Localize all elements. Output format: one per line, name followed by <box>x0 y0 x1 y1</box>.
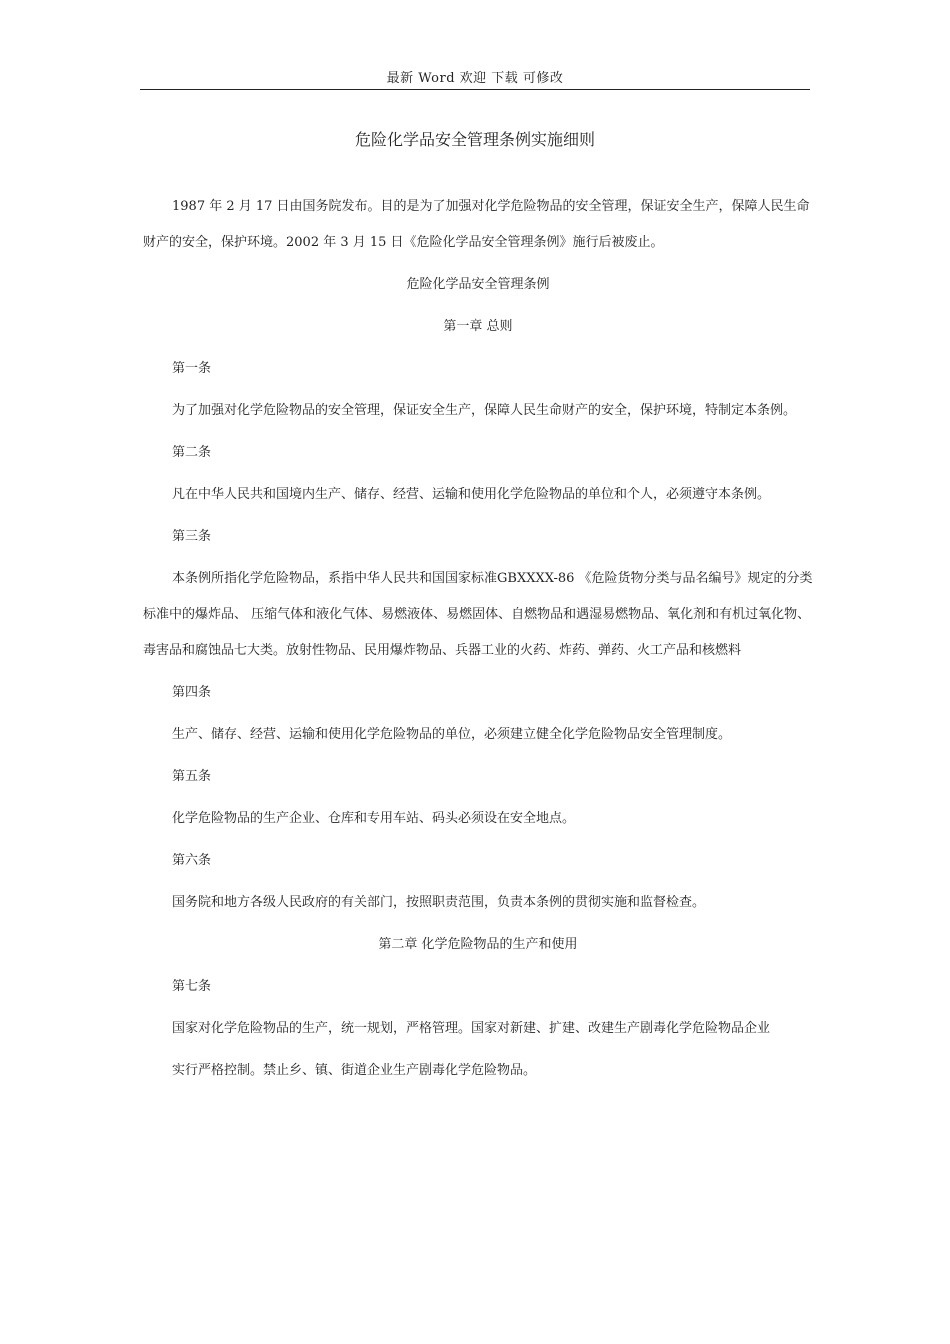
article-text: 国务院和地方各级人民政府的有关部门，按照职责范围，负责本条例的贯彻实施和监督检查。 <box>172 895 706 910</box>
chapter-heading: 第一章 总则 <box>443 319 513 334</box>
article-text: 化学危险物品的生产企业、仓库和专用车站、码头必须设在安全地点。 <box>172 811 576 826</box>
article-text: 凡在中华人民共和国境内生产、储存、经营、运输和使用化学危险物品的单位和个人，必须遵守本条例。 <box>172 487 771 502</box>
chapter-heading: 第二章 化学危险物品的生产和使用 <box>378 937 578 952</box>
article-heading: 第一条 <box>172 361 212 376</box>
document-body <box>143 189 813 1089</box>
article-text: 国家对化学危险物品的生产，统一规划，严格管理。国家对新建、扩建、改建生产剧毒化学危险物品企业 <box>172 1021 771 1036</box>
article-heading: 第七条 <box>172 979 212 994</box>
article-heading: 第三条 <box>172 529 212 544</box>
article-text: 生产、储存、经营、运输和使用化学危险物品的单位，必须建立健全化学危险物品安全管理制度。 <box>172 727 732 742</box>
law-title: 危险化学品安全管理条例 <box>406 277 550 292</box>
document-title: 危险化学品安全管理条例实施细则 <box>354 130 595 149</box>
article-text: 本条例所指化学危险物品，系指中华人民共和国国家标准GBXXXX-86 《危险货物分类与品名编号》规定的分类标准中的爆炸品、 压缩气体和液化气体、易燃液体、易燃固体、自燃物品和遇湿易燃物品、氧化剂和有机过氧化物、毒害品和腐蚀品七大类。放射性物品、民用爆炸物品、兵器工业的火药、炸药、弹药、火工产品和核燃料 <box>143 571 813 658</box>
article-text: 为了加强对化学危险物品的安全管理，保证安全生产，保障人民生命财产的安全，保护环境，特制定本条例。 <box>172 403 797 418</box>
article-heading: 第五条 <box>172 769 212 784</box>
article-text: 实行严格控制。禁止乡、镇、街道企业生产剧毒化学危险物品。 <box>172 1063 537 1078</box>
page-header: 最新 Word 欢迎 下载 可修改 <box>140 70 810 90</box>
article-heading: 第六条 <box>172 853 212 868</box>
article-heading: 第二条 <box>172 445 212 460</box>
article-heading: 第四条 <box>172 685 212 700</box>
intro-paragraph: 1987 年 2 月 17 日由国务院发布。目的是为了加强对化学危险物品的安全管理，保证安全生产，保障人民生命财产的安全，保护环境。2002 年 3 月 15 日《危险化学品安全管理条例》施行后被废止。 <box>143 199 810 250</box>
